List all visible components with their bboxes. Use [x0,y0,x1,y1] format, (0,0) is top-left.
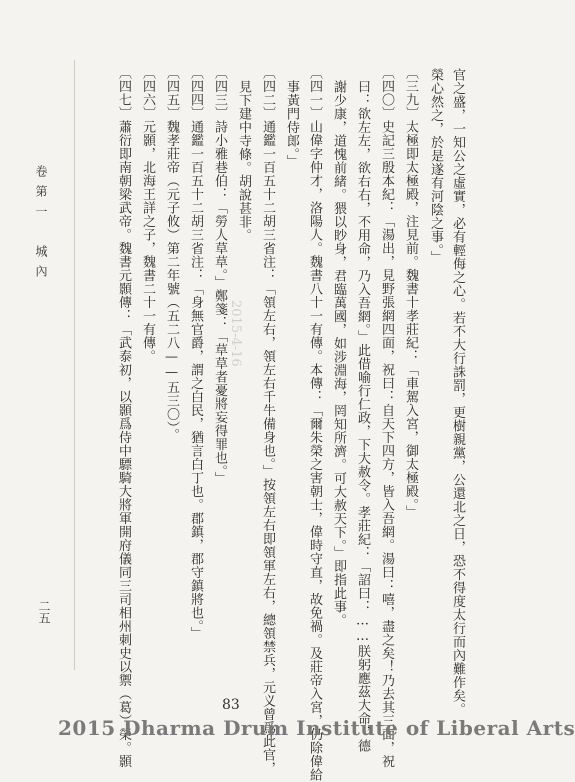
text-column: 見下建中寺條。胡說甚非。 [236,80,251,242]
text-column: 〔四三〕詩小雅巷伯：「勞人草草。」鄭箋：「草草者憂將妄得罪也。」 [212,66,227,485]
running-title: 卷第一 城內 [34,165,48,285]
text-column: 〔四一〕山偉字仲才，洛陽人。魏書八十一有傳。本傳：「爾朱榮之害朝士，偉時守直，故免禍。及莊帝入宮，仍除偉給 [307,66,322,782]
text-column: 事黃門侍郎。」 [284,80,299,168]
footer-copyright: 2015 Dharma Drum Institute of Liberal Arts [58,716,575,740]
watermark: 2015-4-16 [228,300,243,367]
text-column: 官之盛，一知公之虛實，必有輕侮之心。若不大行誅罰，更樹親黨，公還北之日，恐不得度太行而內難作矣。 [450,68,465,716]
text-column: 〔四六〕元顥，北海王詳之子，魏書二十一有傳。 [140,66,155,363]
text-column: 〔四五〕魏孝莊帝（元子攸）第二年號（五二八——五三〇）。 [164,66,179,442]
text-column: 〔四〇〕史記三殷本紀：「湯出，見野張網四面，祝曰：自天下四方，皆入吾網。湯曰：嘻，盡之矣！乃去其三面，祝 [379,66,394,768]
text-column: 〔四四〕通鑑一百五十二胡三省注：「身無官爵，謂之白民，猶言白丁也。郡鎮，郡守鎮將也。」 [188,66,203,640]
text-column: 〔三九〕太極即太極殿，注見前。魏書十孝莊紀：「車駕入宮，御太極殿。」 [403,66,418,519]
text-column: 〔四七〕蕭衍即南朝梁武帝。魏書元顥傳：「武泰初，以顥爲侍中驃騎大將軍開府儀同三司相州刺史以禦（葛）榮。顥 [116,66,131,768]
text-column: 〔四二〕通鑑一百五十二胡三省注：「領左右，領左右千牛備身也。」按領左右即領軍左右，總領禁兵，元义曾爲此官， [260,66,275,775]
text-column: 謝少康，道愧前緒。猥以眇身，君臨萬國，如涉淵海，罔知所濟。可大赦天下。」即指此事。 [331,80,346,627]
page-number: 83 [222,697,240,713]
column-rule [74,60,75,670]
folio-number: 二五 [37,600,51,624]
text-column: 曰：欲左左，欲右右，不用命，乃入吾網。」此借喻行仁政，下大赦令。孝莊紀：「詔曰：……朕躬應茲大命，德 [355,80,370,753]
text-column: 榮心然之，於是遂有河陰之事。」 [428,68,443,264]
